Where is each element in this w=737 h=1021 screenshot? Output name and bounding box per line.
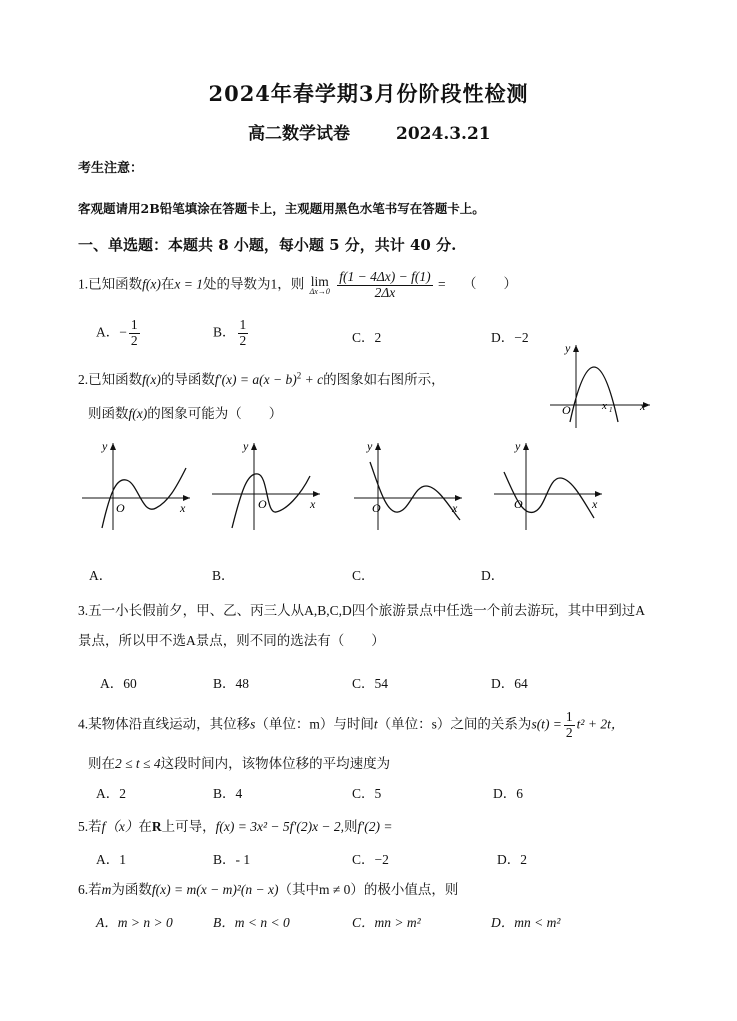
graph-origin: O: [372, 501, 381, 515]
frac-den: 2: [565, 724, 573, 740]
q1-answer-paren: （ ）: [462, 276, 517, 292]
q5-text-mid2: 上可导，: [161, 819, 216, 834]
graph-y-label: y: [367, 439, 373, 453]
graph-y-label: y: [565, 341, 571, 355]
q5-option-d[interactable]: D．2: [497, 852, 527, 867]
q1-numerator: f(1 − 4Δx) − f(1): [339, 269, 431, 284]
q6-option-b[interactable]: B．m < n < 0: [213, 915, 290, 930]
exam-date: 2024.3.21: [396, 124, 491, 144]
graph-x-label: x: [640, 399, 646, 413]
q2-text2: 则函数: [88, 406, 129, 421]
subject-name: 高二数学试卷: [248, 124, 350, 144]
graph-x-label: x: [592, 497, 598, 511]
q6-option-a[interactable]: A．m > n > 0: [96, 915, 173, 930]
notice-text: 客观题请用2B铅笔填涂在答题卡上，主观题用黑色水笔书写在答题卡上。: [78, 201, 485, 216]
frac-den: 2: [130, 332, 138, 348]
q1-text-mid: 在: [160, 276, 175, 292]
q4-option-a[interactable]: A．2: [96, 786, 126, 801]
q2-fx2: f(x): [128, 406, 148, 421]
q5-then: 则: [344, 819, 358, 834]
option-fraction: [238, 318, 249, 349]
q2-option-c[interactable]: C．: [352, 568, 375, 583]
q1-option-a[interactable]: [96, 318, 142, 349]
q2-text-suffix: 的图象如右图所示，: [323, 372, 445, 387]
q5-ask: f′(2) =: [357, 819, 393, 834]
lim-word: lim: [310, 273, 329, 289]
q2-option-a[interactable]: A．: [89, 568, 113, 583]
question-2-line1: [78, 368, 445, 388]
graph-y-label: y: [515, 439, 521, 453]
graph-x-label: x: [180, 501, 186, 515]
q3-option-d[interactable]: D．64: [491, 676, 528, 691]
q4-text-mid2: （单位：s）之间的关系为: [377, 716, 532, 732]
frac-num: 1: [565, 709, 573, 724]
option-label: A．: [96, 324, 120, 340]
question-4-line1: [78, 710, 624, 741]
q1-option-d[interactable]: D．−2: [491, 330, 529, 345]
q2-text-mid: 的导函数: [160, 372, 215, 387]
q6-text-mid: 为函数: [111, 882, 152, 897]
q2-square: 2: [296, 370, 302, 381]
derivative-graph: [548, 340, 658, 432]
q5-option-c[interactable]: C．−2: [352, 852, 389, 867]
q2-text2-suffix: 的图象可能为（ ）: [147, 406, 283, 421]
exam-title: 2024年春学期3月份阶段性检测: [208, 81, 529, 106]
section-heading: 一、单选题：本题共 8 小题，每小题 5 分，共计 40 分.: [78, 236, 457, 254]
q4-tail: t² + 2t，: [576, 716, 625, 732]
q4-option-b[interactable]: B．4: [213, 786, 243, 801]
q3-option-c[interactable]: C．54: [352, 676, 389, 691]
q6-condition: （其中m ≠ 0）: [278, 882, 364, 897]
lim-sub: Δx→0: [309, 287, 330, 297]
q2-fx: f(x): [142, 372, 161, 387]
graph-y-label: y: [243, 439, 249, 453]
option-sign: −: [119, 324, 127, 340]
q2-graph-a[interactable]: [80, 438, 195, 533]
q2-graph-b[interactable]: [210, 438, 325, 533]
q1-xeq: x = 1: [174, 276, 203, 292]
q6-text: 6.若: [78, 882, 102, 897]
question-6: [78, 878, 458, 898]
q4-half: [564, 710, 575, 741]
graph-origin: O: [514, 497, 523, 511]
graph-origin: O: [116, 501, 125, 515]
q6-m: m: [101, 882, 112, 897]
q3-option-b[interactable]: B．48: [213, 676, 250, 691]
graph-y-label: y: [102, 439, 108, 453]
notice-heading: 考生注意：: [78, 161, 144, 176]
q5-real-set: R: [151, 819, 162, 834]
q5-option-b[interactable]: B．- 1: [213, 852, 251, 867]
frac-num: 1: [239, 317, 247, 332]
graph-x-label: x: [310, 497, 316, 511]
q1-text-mid2: 处的导数为1，则: [202, 276, 305, 292]
q1-text: 1.已知函数: [78, 276, 143, 292]
q4-option-d[interactable]: D．6: [493, 786, 523, 801]
q5-text-mid: 在: [138, 819, 152, 834]
q1-fx: f(x): [142, 276, 161, 292]
q5-text: 5.若: [78, 819, 102, 834]
q2-option-d[interactable]: D．: [481, 568, 505, 583]
q1-option-c[interactable]: C．2: [352, 330, 382, 345]
question-1: [78, 270, 517, 301]
graph-x-label: x: [452, 501, 458, 515]
option-fraction: [129, 318, 140, 349]
q4-text-mid: （单位：m）与时间: [255, 716, 374, 732]
q4-t: t: [373, 716, 378, 732]
frac-den: 2: [239, 332, 247, 348]
q4-range: 2 ≤ t ≤ 4: [115, 756, 161, 771]
option-label: B．: [213, 324, 236, 340]
graph-x1-sub: 1: [609, 406, 613, 414]
q1-option-b[interactable]: [213, 318, 250, 349]
q4-text: 4.某物体沿直线运动，其位移: [78, 716, 251, 732]
exam-subtitle: [248, 119, 491, 144]
q2-graph-c[interactable]: [352, 438, 467, 533]
q6-fx: f(x) = m(x − m)²(n − x): [151, 882, 279, 897]
q1-denominator: 2Δx: [374, 284, 396, 300]
question-3-line1: 3.五一小长假前夕，甲、乙、丙三人从A,B,C,D四个旅游景点中任选一个前去游玩，其中甲到过A: [78, 603, 646, 618]
q6-option-c[interactable]: C．mn > m²: [352, 915, 421, 930]
q6-suffix: 的极小值点，则: [363, 882, 459, 897]
question-3-line2: 景点，所以甲不选A景点，则不同的选法有（ ）: [78, 633, 385, 648]
q5-option-a[interactable]: A．1: [96, 852, 126, 867]
graph-origin: O: [562, 403, 571, 417]
question-2-line2: [88, 402, 282, 422]
q5-equation: f(x) = 3x² − 5f′(2)x − 2,: [215, 819, 345, 834]
q1-equals: =: [437, 276, 446, 292]
q2-graph-d[interactable]: [492, 438, 607, 533]
q2-option-b[interactable]: B．: [212, 568, 235, 583]
q1-fraction: [337, 270, 432, 301]
q2-plus-c: + c: [301, 372, 324, 387]
q5-fx: f（x）: [101, 819, 139, 834]
graph-x1-label: x: [602, 400, 607, 412]
q3-option-a[interactable]: A．60: [100, 676, 137, 691]
q4-s: s: [250, 716, 256, 732]
q2-text: 2.已知函数: [78, 372, 143, 387]
q4-option-c[interactable]: C．5: [352, 786, 382, 801]
graph-origin: O: [258, 497, 267, 511]
q6-option-d[interactable]: D．mn < m²: [491, 915, 561, 930]
q2-derivative: f′(x) = a(x − b): [214, 372, 297, 387]
q4-st: s(t) =: [531, 716, 562, 732]
q4-text2-suffix: 这段时间内，该物体位移的平均速度为: [160, 756, 391, 771]
q1-limit: [310, 275, 330, 297]
question-5: [78, 815, 392, 835]
frac-num: 1: [130, 317, 138, 332]
q4-text2: 则在: [88, 756, 115, 771]
question-4-line2: [88, 752, 390, 772]
